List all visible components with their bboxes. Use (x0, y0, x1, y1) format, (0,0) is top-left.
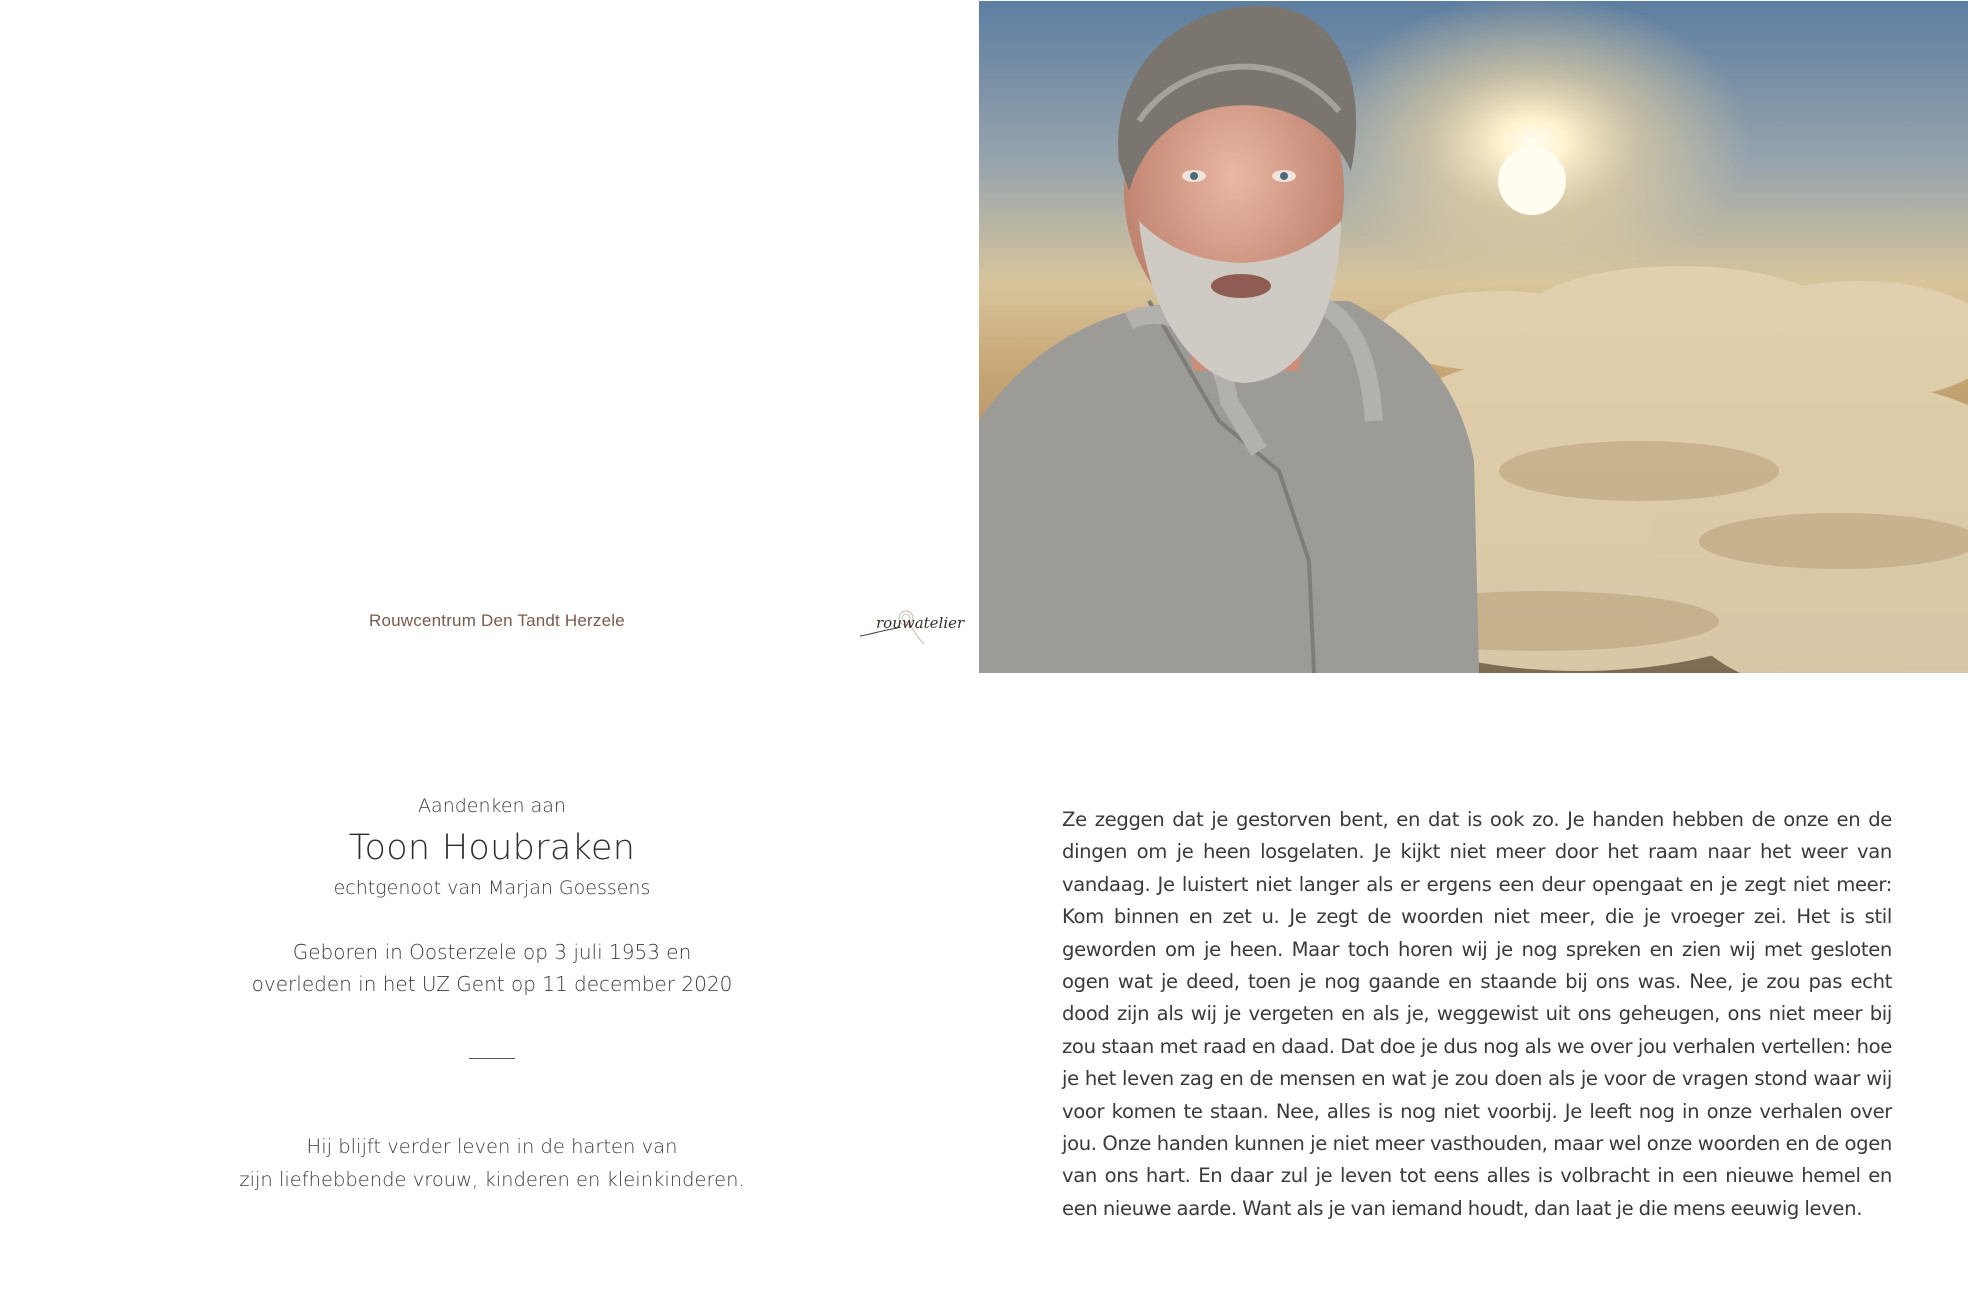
closing-line-1: Hij blijft verder leven in de harten van (306, 1135, 678, 1158)
memorial-poem: Ze zeggen dat je gestorven bent, en dat is ook zo. Je handen hebben de onze en de dingen om je heen losgelaten. Je kijkt niet meer door het raam naar het weer van vandaag. Je luistert niet langer als er ergens een deur opengaat en je zegt niet meer: Kom binnen en zet u. Je zegt de woorden niet meer, die je vroeger zei. Het is stil geworden om je heen. Maar toch horen wij je nog spreken en zien wij met gesloten ogen wat je deed, toen je nog gaande en staande bij ons was. Nee, je zou pas echt dood zijn als wij je vergeten en als je, weggewist uit ons geheugen, ons niet meer bij zou staan met raad en daad. Dat doe je dus nog als we over jou verhalen vertellen: hoe je het leven zag en de mensen en wat je zou doen als je voor de vragen stond waar wij voor komen te staan. Nee, alles is nog niet voorbij. Je leeft nog in onze verhalen over jou. Onze handen kunnen je niet meer vasthouden, maar wel onze woorden en de ogen van ons hart. En daar zul je leven tot eens alles is volbracht in een nieuwe hemel en een nieuwe aarde. Want als je van iemand houdt, dan laat je die mens eeuwig leven. (1062, 808, 1892, 1220)
memorial-text (192, 790, 792, 1196)
portrait-photo (979, 1, 1968, 673)
death-line: overleden in het UZ Gent op 11 december 2020 (251, 972, 733, 996)
closing-line-2: zijn liefhebbende vrouw, kinderen en kleinkinderen. (239, 1168, 745, 1191)
deceased-name: Toon Houbraken (348, 828, 636, 868)
life-dates (192, 936, 792, 1000)
brand-logo (858, 604, 965, 648)
divider (469, 1058, 515, 1059)
brand-logo-text: rouwatelier (876, 614, 965, 632)
spouse-line: echtgenoot van Marjan Goessens (333, 877, 651, 899)
memorial-intro: Aandenken aan (418, 795, 566, 817)
funeral-home-name: Rouwcentrum Den Tandt Herzele (369, 611, 625, 630)
closing-text (192, 1130, 792, 1196)
birth-line: Geboren in Oosterzele op 3 juli 1953 en (292, 940, 692, 964)
portrait-photo-icon (979, 1, 1968, 673)
